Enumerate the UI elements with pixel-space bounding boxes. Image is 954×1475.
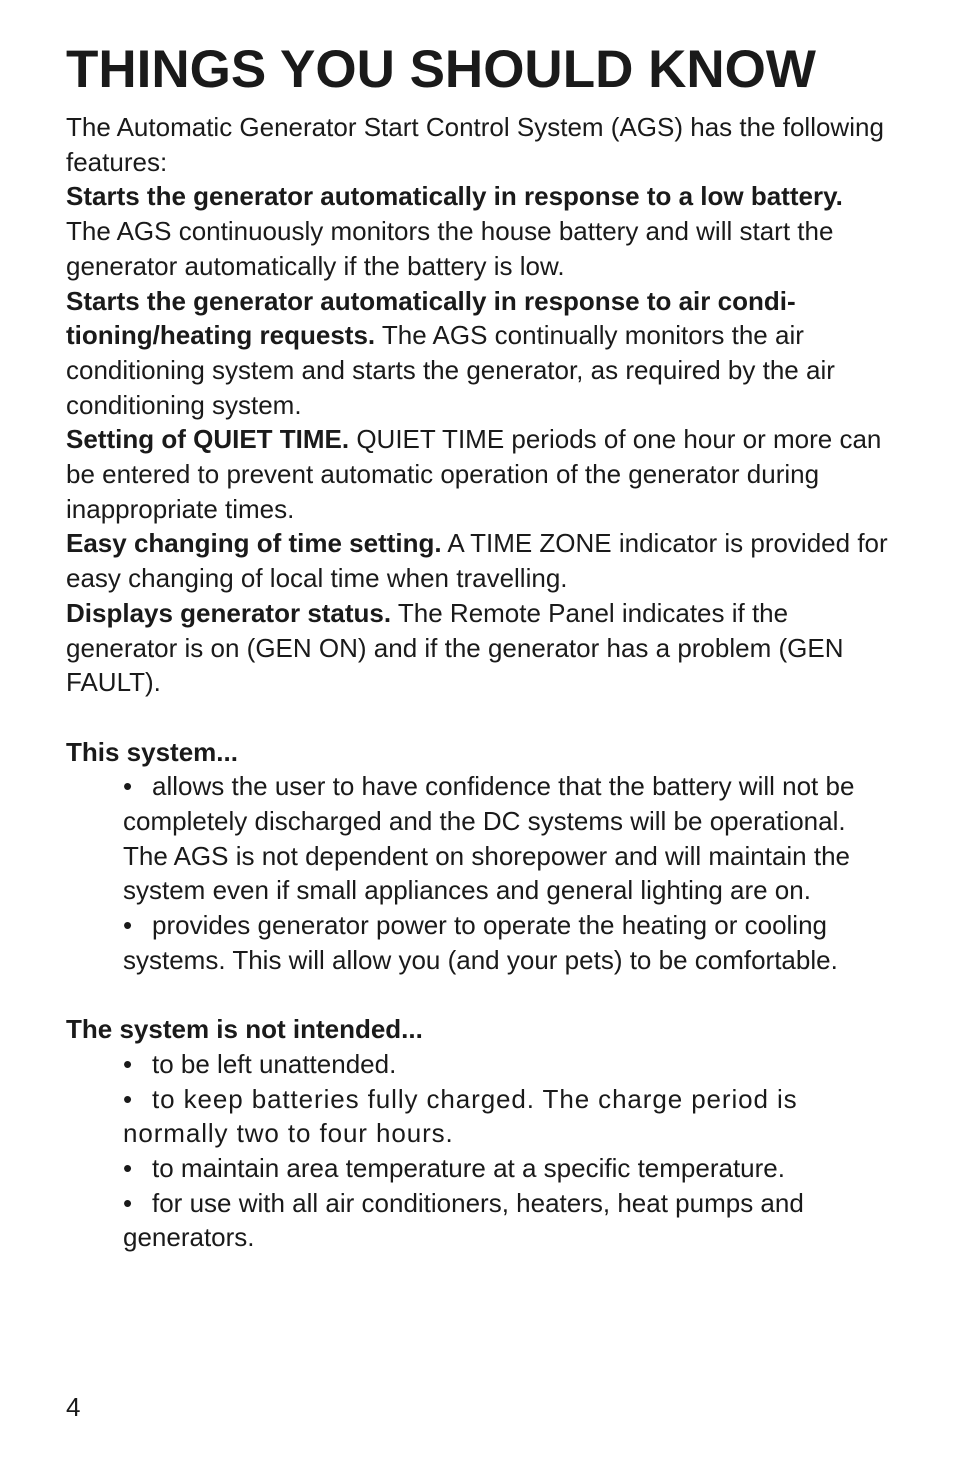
spacer — [66, 700, 896, 735]
feature-lead: Setting of QUIET TIME. — [66, 424, 350, 455]
feature-text: QUIET TIME periods of one hour or more can be entered to prevent automatic operation of the generator during inappropriate times. — [66, 424, 882, 524]
feature-text: A TIME ZONE indicator is provided for easy changing of local time when travelling. — [66, 528, 888, 594]
feature-generator-status — [66, 596, 896, 700]
intro-paragraph: The Automatic Generator Start Control System (AGS) has the following features: — [66, 112, 884, 177]
system-list — [66, 769, 896, 977]
feature-low-battery — [66, 179, 896, 283]
list-item: • allows the user to have confidence that the battery will not be completely discharged and the DC systems will be operational. The AGS is not dependent on shorepower and will maintain the system even if small appliances and general lighting are on. — [123, 771, 855, 906]
feature-air-conditioning — [66, 284, 896, 423]
page-title: THINGS YOU SHOULD KNOW — [66, 40, 816, 99]
not-intended-list — [66, 1047, 896, 1255]
bullet-icon: • — [123, 1083, 134, 1114]
list-item: • provides generator power to operate the heating or cooling systems. This will allow you (and your pets) to be comfortable. — [123, 910, 838, 975]
bullet-icon: • — [123, 1187, 133, 1218]
feature-text: The Remote Panel indicates if the generator is on (GEN ON) and if the generator has a problem (GEN FAULT). — [66, 597, 844, 698]
feature-text: The AGS continually monitors the air conditioning system and starts the generator, as required by the air conditioning system. — [66, 320, 835, 420]
list-item: • to be left unattended. — [123, 1047, 896, 1082]
feature-lead: Displays generator status. — [66, 597, 392, 628]
bullet-icon: • — [123, 910, 133, 941]
spacer — [66, 978, 896, 1013]
feature-text: The AGS continuously monitors the house battery and will start the generator automatically if the battery is low. — [66, 216, 834, 281]
feature-lead: Starts the generator automatically in response to a low battery. — [66, 181, 843, 212]
not-intended-heading: The system is not intended... — [66, 1014, 423, 1045]
manual-page — [66, 40, 896, 1255]
list-item: • for use with all air conditioners, heaters, heat pumps and generators. — [123, 1187, 804, 1253]
feature-lead: Starts the generator automatically in response to air conditioning/heating requests. — [66, 285, 796, 351]
bullet-icon: • — [123, 1153, 133, 1184]
feature-quiet-time — [66, 422, 896, 526]
bullet-icon: • — [123, 771, 133, 802]
feature-time-setting — [66, 526, 896, 595]
bullet-icon: • — [123, 1048, 133, 1079]
feature-lead: Easy changing of time setting. — [66, 528, 442, 559]
list-item: • to maintain area temperature at a specific temperature. — [123, 1151, 896, 1186]
page-number: 4 — [66, 1392, 81, 1422]
list-item: • to keep batteries fully charged. The charge period is normally two to four hours. — [123, 1083, 798, 1149]
system-heading: This system... — [66, 736, 238, 767]
